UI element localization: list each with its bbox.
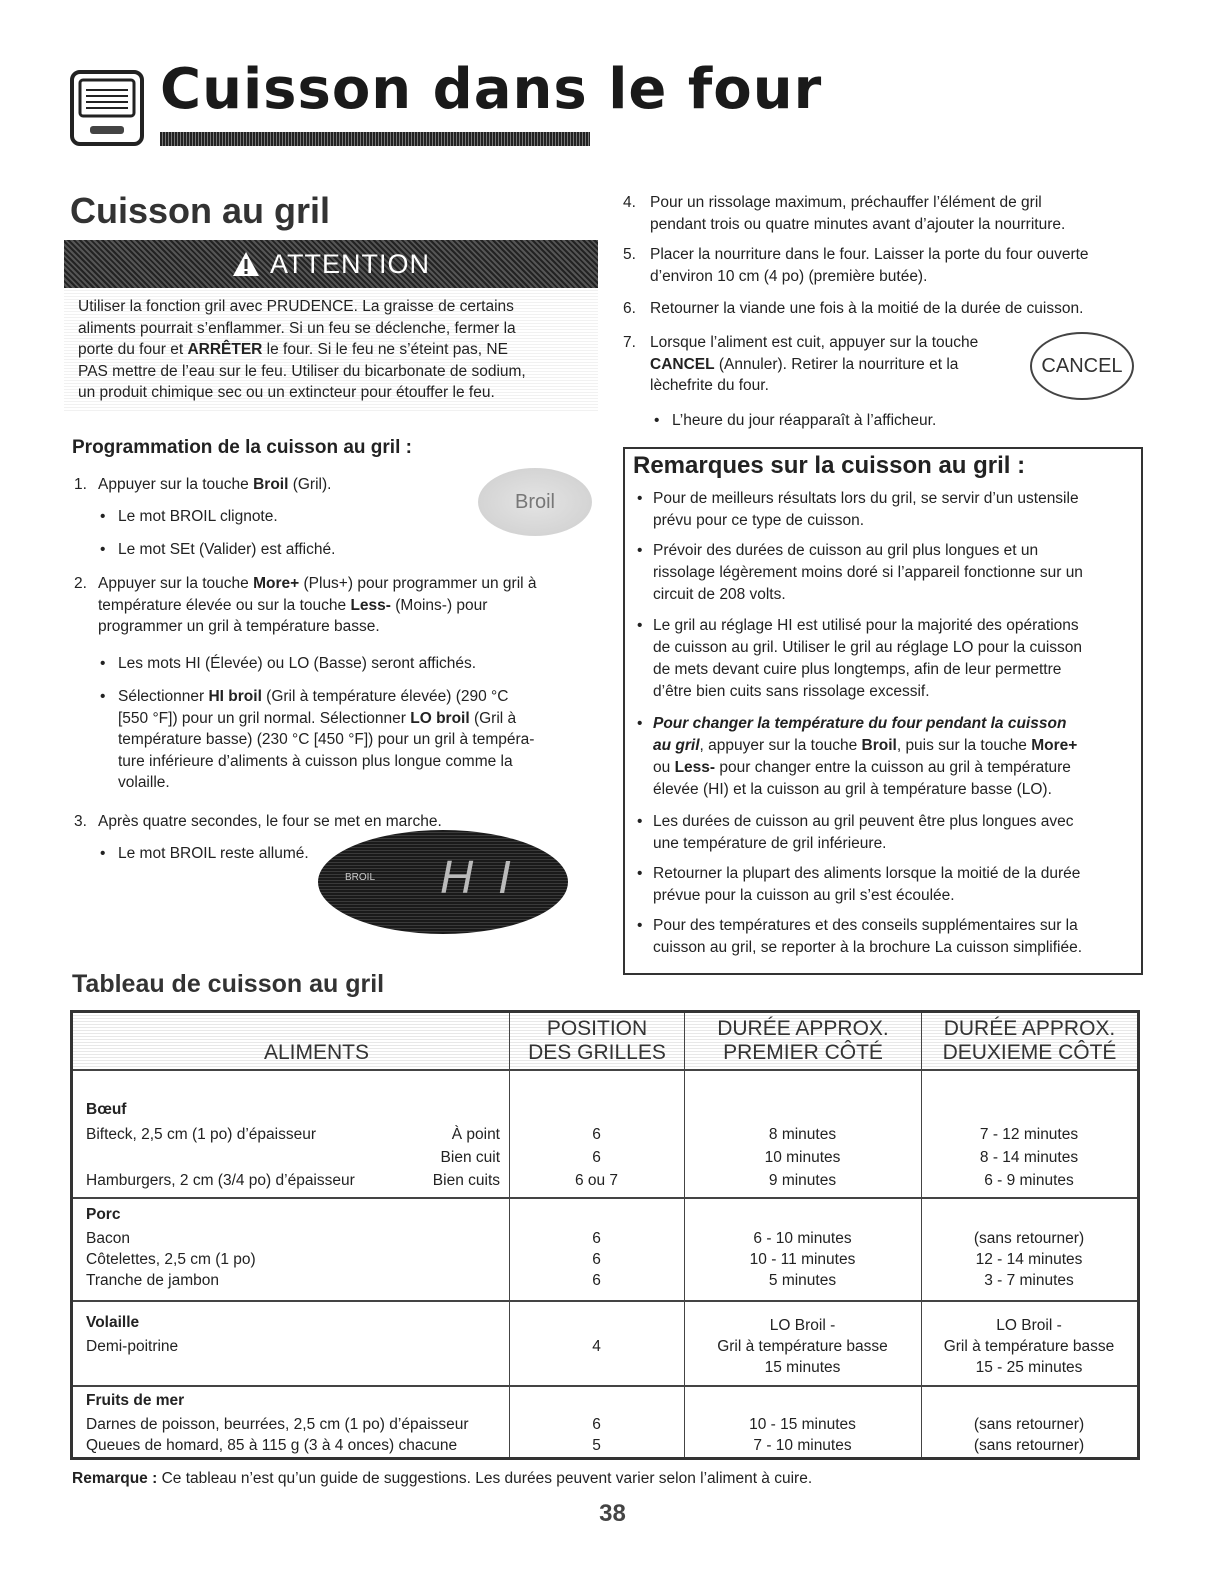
food-cell: Darnes de poisson, beurrées, 2,5 cm (1 po) d’épaisseur <box>86 1416 469 1433</box>
time2-cell: (sans retourner) <box>973 1437 1085 1454</box>
text: température élevée ou sur la touche <box>98 596 351 614</box>
food-cell: Demi-poitrine <box>86 1338 179 1355</box>
step-6: Retourner la viande une fois à la moitié de la durée de cuisson. <box>650 300 1084 317</box>
note-item <box>653 811 1128 855</box>
time1-cell: Gril à température basse <box>717 1338 888 1355</box>
bullet-item <box>118 686 588 794</box>
page-number: 38 <box>599 1500 626 1527</box>
bold-text: Broil <box>253 476 289 493</box>
header-text: PREMIER CÔTÉ <box>723 1041 883 1064</box>
food-cell: Bacon <box>86 1230 130 1247</box>
remark-text: Ce tableau n’est qu’un guide de suggestions. Les durées peuvent varier selon l’aliment à cuire. <box>157 1470 813 1487</box>
time2-cell: Gril à température basse <box>943 1338 1115 1355</box>
position-cell: 5 <box>592 1437 601 1454</box>
header-text: DES GRILLES <box>528 1041 666 1064</box>
line: une température de gril inférieure. <box>653 835 887 852</box>
header-second-side <box>922 1013 1137 1069</box>
food-cell: Tranche de jambon <box>86 1272 219 1289</box>
warning-triangle-icon <box>232 251 260 277</box>
line: lèchefrite du four. <box>650 377 769 394</box>
row-divider <box>73 1069 1137 1071</box>
warning-line: aliments pourrait s’enflammer. Si un feu se déclenche, fermer la <box>78 319 516 337</box>
note-item <box>653 540 1128 606</box>
bold-text: LO broil <box>410 709 470 727</box>
text: Appuyer sur la touche <box>98 575 254 592</box>
step-number: 7. <box>623 334 636 351</box>
line: • Pour des températures et des conseils supplémentaires sur la <box>653 917 1078 934</box>
text: (Gril). <box>288 476 332 493</box>
line: Pour un rissolage maximum, préchauffer l’élément de gril <box>650 194 1042 211</box>
time1-cell: 10 minutes <box>764 1149 841 1166</box>
time1-cell: 7 - 10 minutes <box>753 1437 852 1454</box>
time1-cell: 8 minutes <box>768 1126 837 1143</box>
bold-text: Less- <box>350 596 391 614</box>
bullet-item: • Le mot SEt (Valider) est affiché. <box>118 539 335 561</box>
text: (Annuler). Retirer la nourriture et la <box>714 355 959 373</box>
bold-text: More+ <box>1031 737 1078 754</box>
time1-cell: 9 minutes <box>768 1172 837 1189</box>
line <box>98 573 598 595</box>
position-cell: 4 <box>592 1338 601 1355</box>
time2-cell: LO Broil - <box>996 1317 1062 1334</box>
bold-text: More+ <box>253 575 300 592</box>
group-label: Fruits de mer <box>86 1392 185 1409</box>
bold-text: Less- <box>674 759 716 776</box>
line: d’être bien cuits sans rissolage excessif. <box>653 683 930 700</box>
header-first-side <box>685 1013 921 1069</box>
display-broil-label: BROIL <box>345 872 376 883</box>
position-cell: 6 ou 7 <box>574 1172 619 1189</box>
row-divider <box>73 1197 1137 1199</box>
header-text: DURÉE APPROX. <box>943 1017 1116 1040</box>
bold-text: Broil <box>861 737 897 754</box>
food-cell: Bifteck, 2,5 cm (1 po) d’épaisseur <box>86 1126 317 1143</box>
text: , appuyer sur la touche <box>699 737 862 754</box>
header-aliments <box>73 1013 509 1069</box>
text: ou <box>653 759 675 776</box>
time2-cell: 12 - 14 minutes <box>975 1251 1083 1268</box>
bold-text: au gril <box>653 737 700 754</box>
food-cell: Hamburgers, 2 cm (3/4 po) d’épaisseur <box>86 1172 355 1189</box>
oven-icon <box>70 70 144 146</box>
position-cell: 6 <box>592 1149 601 1166</box>
header-text: DEUXIEME CÔTÉ <box>942 1041 1117 1064</box>
note-item <box>653 488 1128 532</box>
header-text: ALIMENTS <box>263 1041 369 1064</box>
bullet-item: • Les mots HI (Élevée) ou LO (Basse) seront affichés. <box>118 653 476 675</box>
warning-line: Utiliser la fonction gril avec PRUDENCE. La graisse de certains <box>78 298 514 315</box>
bullet-item: • L’heure du jour réapparaît à l’afficheur. <box>672 410 936 432</box>
time1-cell: 5 minutes <box>768 1272 837 1289</box>
time1-cell: 15 minutes <box>764 1359 841 1376</box>
line <box>653 735 1128 757</box>
time1-cell: 10 - 15 minutes <box>749 1416 856 1433</box>
text: (Moins-) pour <box>390 596 488 614</box>
group-label: Volaille <box>86 1314 140 1331</box>
line: volaille. <box>118 774 170 791</box>
step-number: 2. <box>74 575 87 592</box>
line: circuit de 208 volts. <box>653 586 786 603</box>
group-label: Porc <box>86 1206 121 1223</box>
table-remark <box>72 1470 812 1488</box>
note-item <box>653 713 1128 801</box>
text: [550 °F]) pour un gril normal. Sélectionner <box>118 709 411 727</box>
time2-cell: 8 - 14 minutes <box>979 1149 1079 1166</box>
time2-cell: 7 - 12 minutes <box>979 1126 1079 1143</box>
step-2 <box>98 573 598 638</box>
bold-text: ARRÊTER <box>187 341 263 358</box>
warning-line: PAS mettre de l’eau sur le feu. Utiliser du bicarbonate de sodium, <box>78 362 526 380</box>
line: Placer la nourriture dans le four. Laisser la porte du four ouverte <box>650 246 1089 263</box>
line: prévu pour ce type de cuisson. <box>653 512 865 529</box>
line: rissolage légèrement moins doré si l’appareil fonctionne sur un <box>653 564 1083 581</box>
position-cell: 6 <box>592 1230 601 1247</box>
display-hi-value: H I <box>440 851 517 903</box>
note-item <box>653 863 1128 907</box>
time2-cell: (sans retourner) <box>973 1416 1085 1433</box>
line <box>653 757 1128 779</box>
warning-line <box>78 339 584 361</box>
time2-cell: 15 - 25 minutes <box>975 1359 1083 1376</box>
doneness-cell: Bien cuit <box>440 1149 500 1166</box>
position-cell: 6 <box>592 1272 601 1289</box>
cancel-button-graphic: CANCEL <box>1030 332 1134 400</box>
time2-cell: 3 - 7 minutes <box>984 1272 1074 1289</box>
row-divider <box>73 1385 1137 1387</box>
line: programmer un gril à température basse. <box>98 618 380 635</box>
text: Appuyer sur la touche <box>98 476 254 493</box>
warning-label: ATTENTION <box>270 248 430 279</box>
text: , puis sur la touche <box>896 737 1032 754</box>
line: de cuisson au gril. Utiliser le gril au réglage LO pour la cuisson <box>653 639 1083 656</box>
text: porte du four et <box>78 341 188 358</box>
step-number: 1. <box>74 476 87 493</box>
line: pendant trois ou quatre minutes avant d’ajouter la nourriture. <box>650 215 1066 233</box>
row-divider <box>73 1300 1137 1302</box>
line: température basse) (230 °C [450 °F]) pour un gril à tempéra- <box>118 731 535 748</box>
line: de mets devant cuire plus longtemps, afin de leur permettre <box>653 661 1062 678</box>
step-7 <box>650 332 1030 397</box>
text: Sélectionner <box>118 688 209 705</box>
programming-title: Programmation de la cuisson au gril : <box>72 437 412 458</box>
line: • Retourner la plupart des aliments lorsque la moitié de la durée <box>653 865 1081 882</box>
line <box>118 708 588 730</box>
line <box>650 354 1030 376</box>
line: d’environ 10 cm (4 po) (première butée). <box>650 267 928 285</box>
step-number: 5. <box>623 246 636 263</box>
position-cell: 6 <box>592 1126 601 1143</box>
page-header-title: Cuisson dans le four <box>160 57 823 122</box>
bullet-item: • Le mot BROIL reste allumé. <box>118 843 309 865</box>
text: (Gril à température élevée) (290 °C <box>261 688 509 705</box>
line: prévue pour la cuisson au gril s’est écoulée. <box>653 887 955 904</box>
bold-text: CANCEL <box>650 355 715 373</box>
remark-label: Remarque : <box>72 1470 158 1487</box>
section-title: Cuisson au gril <box>70 190 331 231</box>
food-cell: Côtelettes, 2,5 cm (1 po) <box>86 1251 256 1268</box>
text: (Plus+) pour programmer un gril à <box>299 575 537 592</box>
step-number: 6. <box>623 300 636 317</box>
step-1 <box>98 474 331 496</box>
warning-banner <box>64 240 598 288</box>
table-title: Tableau de cuisson au gril <box>72 970 385 998</box>
line: • Prévoir des durées de cuisson au gril plus longues et un <box>653 542 1039 559</box>
header-position <box>510 1013 684 1069</box>
step-number: 4. <box>623 194 636 211</box>
line: ture inférieure d’aliments à cuisson plus longue comme la <box>118 752 513 770</box>
header-text: DURÉE APPROX. <box>717 1017 889 1040</box>
position-cell: 6 <box>592 1251 601 1268</box>
step-3: Après quatre secondes, le four se met en marche. <box>98 813 442 830</box>
line: • Le gril au réglage HI est utilisé pour la majorité des opérations <box>653 617 1079 634</box>
time2-cell: (sans retourner) <box>973 1230 1085 1247</box>
time1-cell: 6 - 10 minutes <box>753 1230 852 1247</box>
doneness-cell: Bien cuits <box>432 1172 500 1189</box>
line <box>118 686 588 708</box>
time1-cell: LO Broil - <box>769 1317 836 1334</box>
step-4 <box>650 192 1140 235</box>
line <box>98 595 598 617</box>
note-item <box>653 615 1128 703</box>
notes-title: Remarques sur la cuisson au gril : <box>633 452 1026 479</box>
time2-cell: 6 - 9 minutes <box>984 1172 1074 1189</box>
warning-line: un produit chimique sec ou un extincteur pour étouffer le feu. <box>78 384 495 401</box>
group-label: Bœuf <box>86 1101 127 1118</box>
step-5 <box>650 244 1140 287</box>
text: pour changer entre la cuisson au gril à température <box>715 759 1071 776</box>
bold-text: HI broil <box>208 688 262 705</box>
header-text: POSITION <box>546 1017 648 1040</box>
bullet-item: • Le mot BROIL clignote. <box>118 506 278 528</box>
step-number: 3. <box>74 813 87 830</box>
position-cell: 6 <box>592 1416 601 1433</box>
header-rule <box>160 132 590 146</box>
broil-button-graphic: Broil <box>478 468 592 536</box>
line: cuisson au gril, se reporter à la brochure La cuisson simplifiée. <box>653 939 1083 956</box>
warning-text <box>64 290 598 413</box>
line: Lorsque l’aliment est cuit, appuyer sur la touche <box>650 334 979 351</box>
line: • Pour de meilleurs résultats lors du gril, se servir d’un ustensile <box>653 490 1079 507</box>
text: (Gril à <box>469 709 517 727</box>
time1-cell: 10 - 11 minutes <box>749 1251 856 1268</box>
doneness-cell: À point <box>451 1126 500 1143</box>
line: élevée (HI) et la cuisson au gril à température basse (LO). <box>653 781 1052 798</box>
text: le four. Si le feu ne s’éteint pas, NE <box>262 341 508 358</box>
note-item <box>653 915 1128 959</box>
line: • Les durées de cuisson au gril peuvent être plus longues avec <box>653 813 1074 830</box>
line: • Pour changer la température du four pendant la cuisson <box>653 715 1067 732</box>
food-cell: Queues de homard, 85 à 115 g (3 à 4 onces) chacune <box>86 1437 458 1454</box>
